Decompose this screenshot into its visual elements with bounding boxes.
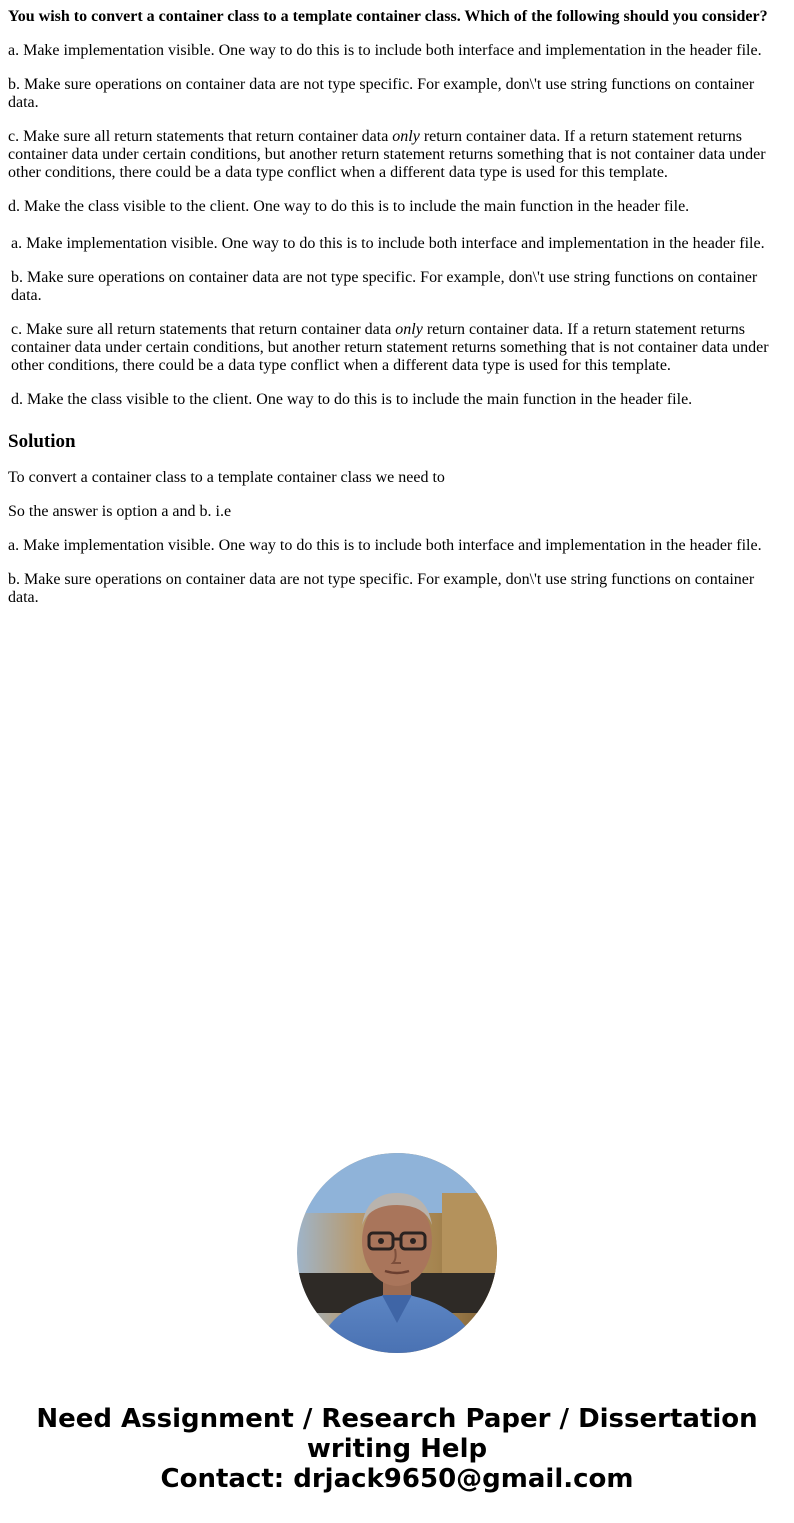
option-item-d: d. Make the class visible to the client. One way to do this is to include the main function in the header file. [11,391,693,408]
banner-headline: Need Assignment / Research Paper / Dissertation writing Help [36,1404,758,1464]
option-item-c-emphasis: only [395,321,423,338]
solution-answer: So the answer is option a and b. i.e [8,503,232,520]
solution-intro: To convert a container class to a template container class we need to [8,469,445,486]
question-title: You wish to convert a container class to a template container class. Which of the following should you consider? [8,8,768,25]
question-option-c [8,128,778,182]
banner-contact: Contact: drjack9650@gmail.com [160,1464,634,1494]
question-option-b: b. Make sure operations on container data are not type specific. For example, don\'t use string functions on container data. [8,76,755,111]
option-item-c [11,321,778,375]
solution-answer-a: a. Make implementation visible. One way to do this is to include both interface and implementation in the header file. [8,537,762,554]
options-list [8,232,778,409]
option-item-b: b. Make sure operations on container data are not type specific. For example, don\'t use string functions on container data. [11,269,758,304]
option-item-a: a. Make implementation visible. One way to do this is to include both interface and implementation in the header file. [11,235,765,252]
avatar-illustration [297,1153,497,1353]
person-photo-avatar [297,1153,497,1353]
document-body [8,8,778,623]
solution-heading: Solution [8,431,76,452]
solution-answer-b: b. Make sure operations on container data are not type specific. For example, don\'t use string functions on container data. [8,571,755,606]
option-c-text-start: c. Make sure all return statements that return container data [8,128,393,145]
help-banner [0,1404,794,1494]
question-option-d: d. Make the class visible to the client. One way to do this is to include the main function in the header file. [8,198,690,215]
option-item-c-start: c. Make sure all return statements that return container data [11,321,396,338]
question-option-a: a. Make implementation visible. One way to do this is to include both interface and implementation in the header file. [8,42,762,59]
option-item-c-end: return container data. If a return statement returns container data under certain conditions, but another return statement returns something that is not container data under other conditions, there could be a data type conflict when a different data type is used for this template. [11,321,769,374]
option-c-emphasis: only [392,128,420,145]
option-c-text-end: return container data. If a return statement returns container data under certain conditions, but another return statement returns something that is not container data under other conditions, there could be a data type conflict when a different data type is used for this template. [8,128,766,181]
